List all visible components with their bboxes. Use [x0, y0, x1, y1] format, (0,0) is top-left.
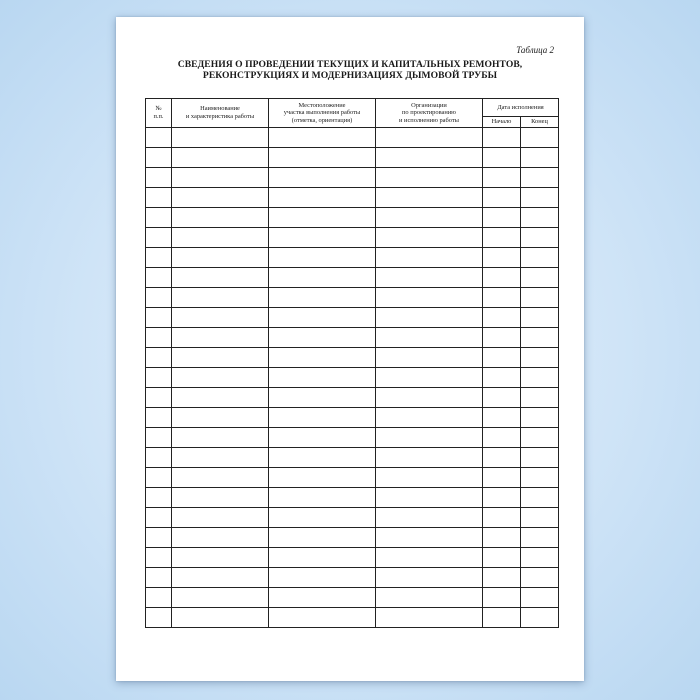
- cell-location[interactable]: [269, 268, 376, 288]
- cell-organizations[interactable]: [376, 568, 483, 588]
- cell-date-end[interactable]: [521, 388, 559, 408]
- cell-date-start[interactable]: [483, 228, 521, 248]
- cell-location[interactable]: [269, 548, 376, 568]
- cell-work-name[interactable]: [172, 548, 269, 568]
- cell-organizations[interactable]: [376, 528, 483, 548]
- cell-work-name[interactable]: [172, 588, 269, 608]
- cell-date-end[interactable]: [521, 568, 559, 588]
- cell-work-name[interactable]: [172, 528, 269, 548]
- cell-work-name[interactable]: [172, 288, 269, 308]
- table-row: [146, 488, 559, 508]
- table-row: [146, 408, 559, 428]
- cell-date-end[interactable]: [521, 608, 559, 628]
- cell-location[interactable]: [269, 148, 376, 168]
- cell-number[interactable]: [146, 368, 172, 388]
- header-date-end: Конец: [521, 117, 559, 128]
- cell-location[interactable]: [269, 128, 376, 148]
- cell-location[interactable]: [269, 288, 376, 308]
- cell-number[interactable]: [146, 228, 172, 248]
- cell-location[interactable]: [269, 408, 376, 428]
- cell-date-start[interactable]: [483, 388, 521, 408]
- cell-location[interactable]: [269, 368, 376, 388]
- cell-number[interactable]: [146, 288, 172, 308]
- cell-date-end[interactable]: [521, 468, 559, 488]
- cell-date-end[interactable]: [521, 508, 559, 528]
- table-body: [146, 128, 559, 628]
- cell-number[interactable]: [146, 528, 172, 548]
- cell-number[interactable]: [146, 488, 172, 508]
- table-row: [146, 168, 559, 188]
- cell-organizations[interactable]: [376, 508, 483, 528]
- cell-location[interactable]: [269, 428, 376, 448]
- table-row: [146, 188, 559, 208]
- cell-work-name[interactable]: [172, 148, 269, 168]
- cell-number[interactable]: [146, 188, 172, 208]
- cell-organizations[interactable]: [376, 288, 483, 308]
- cell-date-end[interactable]: [521, 348, 559, 368]
- cell-date-end[interactable]: [521, 208, 559, 228]
- cell-work-name[interactable]: [172, 128, 269, 148]
- cell-date-end[interactable]: [521, 548, 559, 568]
- header-date-start: Начало: [483, 117, 521, 128]
- cell-location[interactable]: [269, 328, 376, 348]
- cell-date-start[interactable]: [483, 128, 521, 148]
- cell-work-name[interactable]: [172, 468, 269, 488]
- cell-organizations[interactable]: [376, 148, 483, 168]
- cell-number[interactable]: [146, 388, 172, 408]
- cell-date-start[interactable]: [483, 468, 521, 488]
- document-title: [136, 59, 564, 81]
- cell-organizations[interactable]: [376, 208, 483, 228]
- cell-date-start[interactable]: [483, 248, 521, 268]
- cell-location[interactable]: [269, 488, 376, 508]
- cell-work-name[interactable]: [172, 348, 269, 368]
- table-row: [146, 508, 559, 528]
- cell-work-name[interactable]: [172, 568, 269, 588]
- cell-date-start[interactable]: [483, 188, 521, 208]
- table-row: [146, 448, 559, 468]
- cell-organizations[interactable]: [376, 428, 483, 448]
- table-row: [146, 148, 559, 168]
- document-page: [116, 17, 584, 681]
- cell-work-name[interactable]: [172, 428, 269, 448]
- cell-work-name[interactable]: [172, 268, 269, 288]
- cell-date-start[interactable]: [483, 168, 521, 188]
- table-row: [146, 248, 559, 268]
- cell-number[interactable]: [146, 588, 172, 608]
- table-row: [146, 548, 559, 568]
- table-row: [146, 208, 559, 228]
- table-row: [146, 468, 559, 488]
- cell-organizations[interactable]: [376, 548, 483, 568]
- cell-organizations[interactable]: [376, 368, 483, 388]
- cell-work-name[interactable]: [172, 508, 269, 528]
- table-row: [146, 528, 559, 548]
- cell-work-name[interactable]: [172, 228, 269, 248]
- cell-date-end[interactable]: [521, 448, 559, 468]
- cell-number[interactable]: [146, 328, 172, 348]
- cell-date-start[interactable]: [483, 508, 521, 528]
- cell-date-start[interactable]: [483, 328, 521, 348]
- table-number-label: Таблица 2: [516, 45, 554, 55]
- cell-date-end[interactable]: [521, 188, 559, 208]
- cell-date-end[interactable]: [521, 148, 559, 168]
- title-line-2: РЕКОНСТРУКЦИЯХ И МОДЕРНИЗАЦИЯХ ДЫМОВОЙ ТРУБЫ: [202, 70, 498, 81]
- cell-number[interactable]: [146, 548, 172, 568]
- cell-organizations[interactable]: [376, 308, 483, 328]
- cell-work-name[interactable]: [172, 408, 269, 428]
- cell-work-name[interactable]: [172, 388, 269, 408]
- cell-organizations[interactable]: [376, 248, 483, 268]
- table-row: [146, 568, 559, 588]
- cell-date-end[interactable]: [521, 168, 559, 188]
- cell-date-start[interactable]: [483, 368, 521, 388]
- header-date-group: Дата исполнения: [483, 99, 559, 117]
- table-row: [146, 228, 559, 248]
- cell-number[interactable]: [146, 248, 172, 268]
- cell-date-end[interactable]: [521, 128, 559, 148]
- cell-number[interactable]: [146, 428, 172, 448]
- cell-location[interactable]: [269, 468, 376, 488]
- cell-number[interactable]: [146, 568, 172, 588]
- cell-date-start[interactable]: [483, 348, 521, 368]
- cell-number[interactable]: [146, 268, 172, 288]
- header-location: Местоположение участка выполнения работы (отметка, ориентация): [269, 99, 376, 128]
- cell-work-name[interactable]: [172, 308, 269, 328]
- cell-organizations[interactable]: [376, 468, 483, 488]
- cell-date-start[interactable]: [483, 548, 521, 568]
- cell-date-start[interactable]: [483, 588, 521, 608]
- cell-work-name[interactable]: [172, 208, 269, 228]
- table-row: [146, 328, 559, 348]
- cell-number[interactable]: [146, 308, 172, 328]
- cell-location[interactable]: [269, 448, 376, 468]
- cell-location[interactable]: [269, 588, 376, 608]
- cell-number[interactable]: [146, 468, 172, 488]
- cell-work-name[interactable]: [172, 168, 269, 188]
- cell-location[interactable]: [269, 308, 376, 328]
- header-number: № п.п.: [146, 99, 172, 128]
- cell-location[interactable]: [269, 608, 376, 628]
- cell-date-start[interactable]: [483, 488, 521, 508]
- cell-date-end[interactable]: [521, 588, 559, 608]
- cell-date-end[interactable]: [521, 288, 559, 308]
- cell-work-name[interactable]: [172, 188, 269, 208]
- cell-organizations[interactable]: [376, 188, 483, 208]
- cell-date-start[interactable]: [483, 308, 521, 328]
- cell-location[interactable]: [269, 528, 376, 548]
- table-row: [146, 368, 559, 388]
- cell-date-start[interactable]: [483, 288, 521, 308]
- cell-number[interactable]: [146, 348, 172, 368]
- cell-work-name[interactable]: [172, 368, 269, 388]
- cell-organizations[interactable]: [376, 588, 483, 608]
- cell-work-name[interactable]: [172, 488, 269, 508]
- cell-date-start[interactable]: [483, 428, 521, 448]
- cell-number[interactable]: [146, 408, 172, 428]
- cell-organizations[interactable]: [376, 488, 483, 508]
- cell-date-start[interactable]: [483, 608, 521, 628]
- cell-location[interactable]: [269, 568, 376, 588]
- cell-number[interactable]: [146, 448, 172, 468]
- cell-number[interactable]: [146, 208, 172, 228]
- cell-date-start[interactable]: [483, 408, 521, 428]
- cell-date-end[interactable]: [521, 488, 559, 508]
- cell-number[interactable]: [146, 148, 172, 168]
- title-line-1: СВЕДЕНИЯ О ПРОВЕДЕНИИ ТЕКУЩИХ И КАПИТАЛЬНЫХ РЕМОНТОВ,: [177, 59, 523, 70]
- cell-work-name[interactable]: [172, 328, 269, 348]
- table-row: [146, 588, 559, 608]
- cell-number[interactable]: [146, 128, 172, 148]
- cell-date-end[interactable]: [521, 408, 559, 428]
- table-row: [146, 608, 559, 628]
- cell-work-name[interactable]: [172, 608, 269, 628]
- cell-date-end[interactable]: [521, 228, 559, 248]
- cell-date-end[interactable]: [521, 268, 559, 288]
- cell-location[interactable]: [269, 388, 376, 408]
- table-row: [146, 348, 559, 368]
- cell-location[interactable]: [269, 248, 376, 268]
- cell-date-start[interactable]: [483, 448, 521, 468]
- cell-organizations[interactable]: [376, 128, 483, 148]
- cell-organizations[interactable]: [376, 348, 483, 368]
- cell-date-end[interactable]: [521, 308, 559, 328]
- cell-location[interactable]: [269, 168, 376, 188]
- cell-organizations[interactable]: [376, 408, 483, 428]
- cell-location[interactable]: [269, 188, 376, 208]
- table-row: [146, 128, 559, 148]
- cell-number[interactable]: [146, 508, 172, 528]
- table-row: [146, 428, 559, 448]
- table-row: [146, 388, 559, 408]
- cell-location[interactable]: [269, 508, 376, 528]
- cell-date-end[interactable]: [521, 248, 559, 268]
- cell-location[interactable]: [269, 228, 376, 248]
- table-row: [146, 288, 559, 308]
- cell-organizations[interactable]: [376, 268, 483, 288]
- cell-organizations[interactable]: [376, 328, 483, 348]
- cell-date-start[interactable]: [483, 528, 521, 548]
- cell-date-end[interactable]: [521, 428, 559, 448]
- cell-number[interactable]: [146, 168, 172, 188]
- cell-date-start[interactable]: [483, 568, 521, 588]
- cell-date-end[interactable]: [521, 368, 559, 388]
- table-row: [146, 268, 559, 288]
- cell-work-name[interactable]: [172, 448, 269, 468]
- cell-number[interactable]: [146, 608, 172, 628]
- cell-organizations[interactable]: [376, 228, 483, 248]
- cell-organizations[interactable]: [376, 608, 483, 628]
- cell-date-start[interactable]: [483, 148, 521, 168]
- header-organizations: Организации по проектированию и исполнению работы: [376, 99, 483, 128]
- repairs-table: [145, 98, 559, 628]
- table-row: [146, 308, 559, 328]
- header-work-name: Наименование и характеристика работы: [172, 99, 269, 128]
- cell-work-name[interactable]: [172, 248, 269, 268]
- cell-organizations[interactable]: [376, 448, 483, 468]
- cell-date-start[interactable]: [483, 268, 521, 288]
- cell-date-end[interactable]: [521, 328, 559, 348]
- cell-location[interactable]: [269, 208, 376, 228]
- cell-date-start[interactable]: [483, 208, 521, 228]
- cell-location[interactable]: [269, 348, 376, 368]
- cell-date-end[interactable]: [521, 528, 559, 548]
- cell-organizations[interactable]: [376, 168, 483, 188]
- cell-organizations[interactable]: [376, 388, 483, 408]
